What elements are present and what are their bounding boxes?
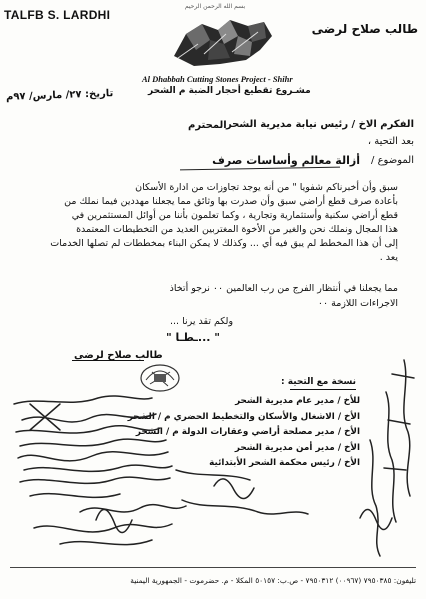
copy-recipient: الأخ / الاشغال والأسكان والتخطيط الحضري م / الشحر (127, 412, 360, 422)
copy-recipient: للأخ / مدير عام مديرية الشحر (235, 396, 360, 406)
seal-stamp-icon (138, 358, 182, 394)
addressee-line: الفكرم الاخ / رئيس نيابة مديرية الشحر (225, 119, 414, 130)
body-line: سبق وأن أخبرناكم شفويا " من أنه يوجد تجاوزات من ادارة الأسكان (135, 182, 398, 193)
copy-recipient: الأخ / مدير مصلحة أراضي وعقارات الدولة م / الشحر (135, 427, 360, 437)
greeting: بعد التحية ، (367, 136, 414, 147)
body-line: هذا المجال ونملك نحن والغير من الأخوة المغتربين العديد من التخطيطات المعتمدة (76, 224, 398, 235)
signature-underline (72, 360, 144, 361)
body-line: بأعادة صرف قطع أراضي سبق وأن صدرت بها وثائق مما يجعلنا مهددين فيما نملك من (64, 196, 398, 207)
letter-date: تاريخ: ٢٧/ مارس/ ٩٧م (5, 88, 114, 103)
copies-header: نسخة مع التحية : (281, 377, 356, 387)
subject-text: أزالة معالم وأساسات صرف (212, 154, 360, 167)
body-line: إلى أن هذا المخطط لم يبق فيه أي ... وكذلك لا يمكن البناء بمخططات لم تصلها الخدمات (50, 238, 398, 249)
addressee-honorific: المحترم (188, 120, 227, 131)
body-line: قطع أراضي سكنية وأستثمارية وتجارية ، وكما تعلمون بأننا من أوائل المستثمرين في (71, 210, 398, 221)
signatory-name: طالب صلاح لرضى (74, 350, 163, 361)
sender-name-arabic: طالب صلاح لرضى (311, 22, 418, 36)
subject-underline (180, 167, 340, 171)
project-name-english: Al Dhabbah Cutting Stones Project - Shihr (142, 74, 293, 84)
copies-underline (290, 389, 356, 390)
body-line: يعد . (379, 252, 398, 263)
basmala-header: بسم الله الرحمن الرحيم (184, 3, 246, 10)
copy-recipient: الأخ / رئيس محكمة الشحر الأبتدائية (209, 458, 360, 468)
footer-rule (10, 567, 416, 568)
closing-line: مما يجعلنا في أنتظار الفرج من رب العالمين ٠٠ نرجو أتخاذ (169, 283, 398, 294)
thanks-line: ولكم تقد يرنا ... (170, 316, 234, 327)
closing-line: الاجراءات اللازمة ٠٠ (317, 298, 398, 309)
footer-contact: تليفون: ٧٩٥٠٣٨٥ (٠٠٩٦٧) ٧٩٥٠٣١٢ - ص.ب: ٥٠١٥٧ المكلا - م. حضرموت - الجمهورية اليمنية (130, 576, 416, 585)
copy-recipient: الأخ / مدير أمن مديرية الشحر (234, 443, 360, 453)
thanks-signoff: " ...ـطـا " (166, 331, 221, 344)
stone-cutting-logo (168, 14, 278, 70)
project-name-arabic: مشـروع تقطيع أحجار الضبة م الشحر (148, 86, 311, 96)
sender-name-english: TALFB S. LARDHI (4, 8, 111, 22)
subject-label: الموضوع / (371, 155, 414, 166)
